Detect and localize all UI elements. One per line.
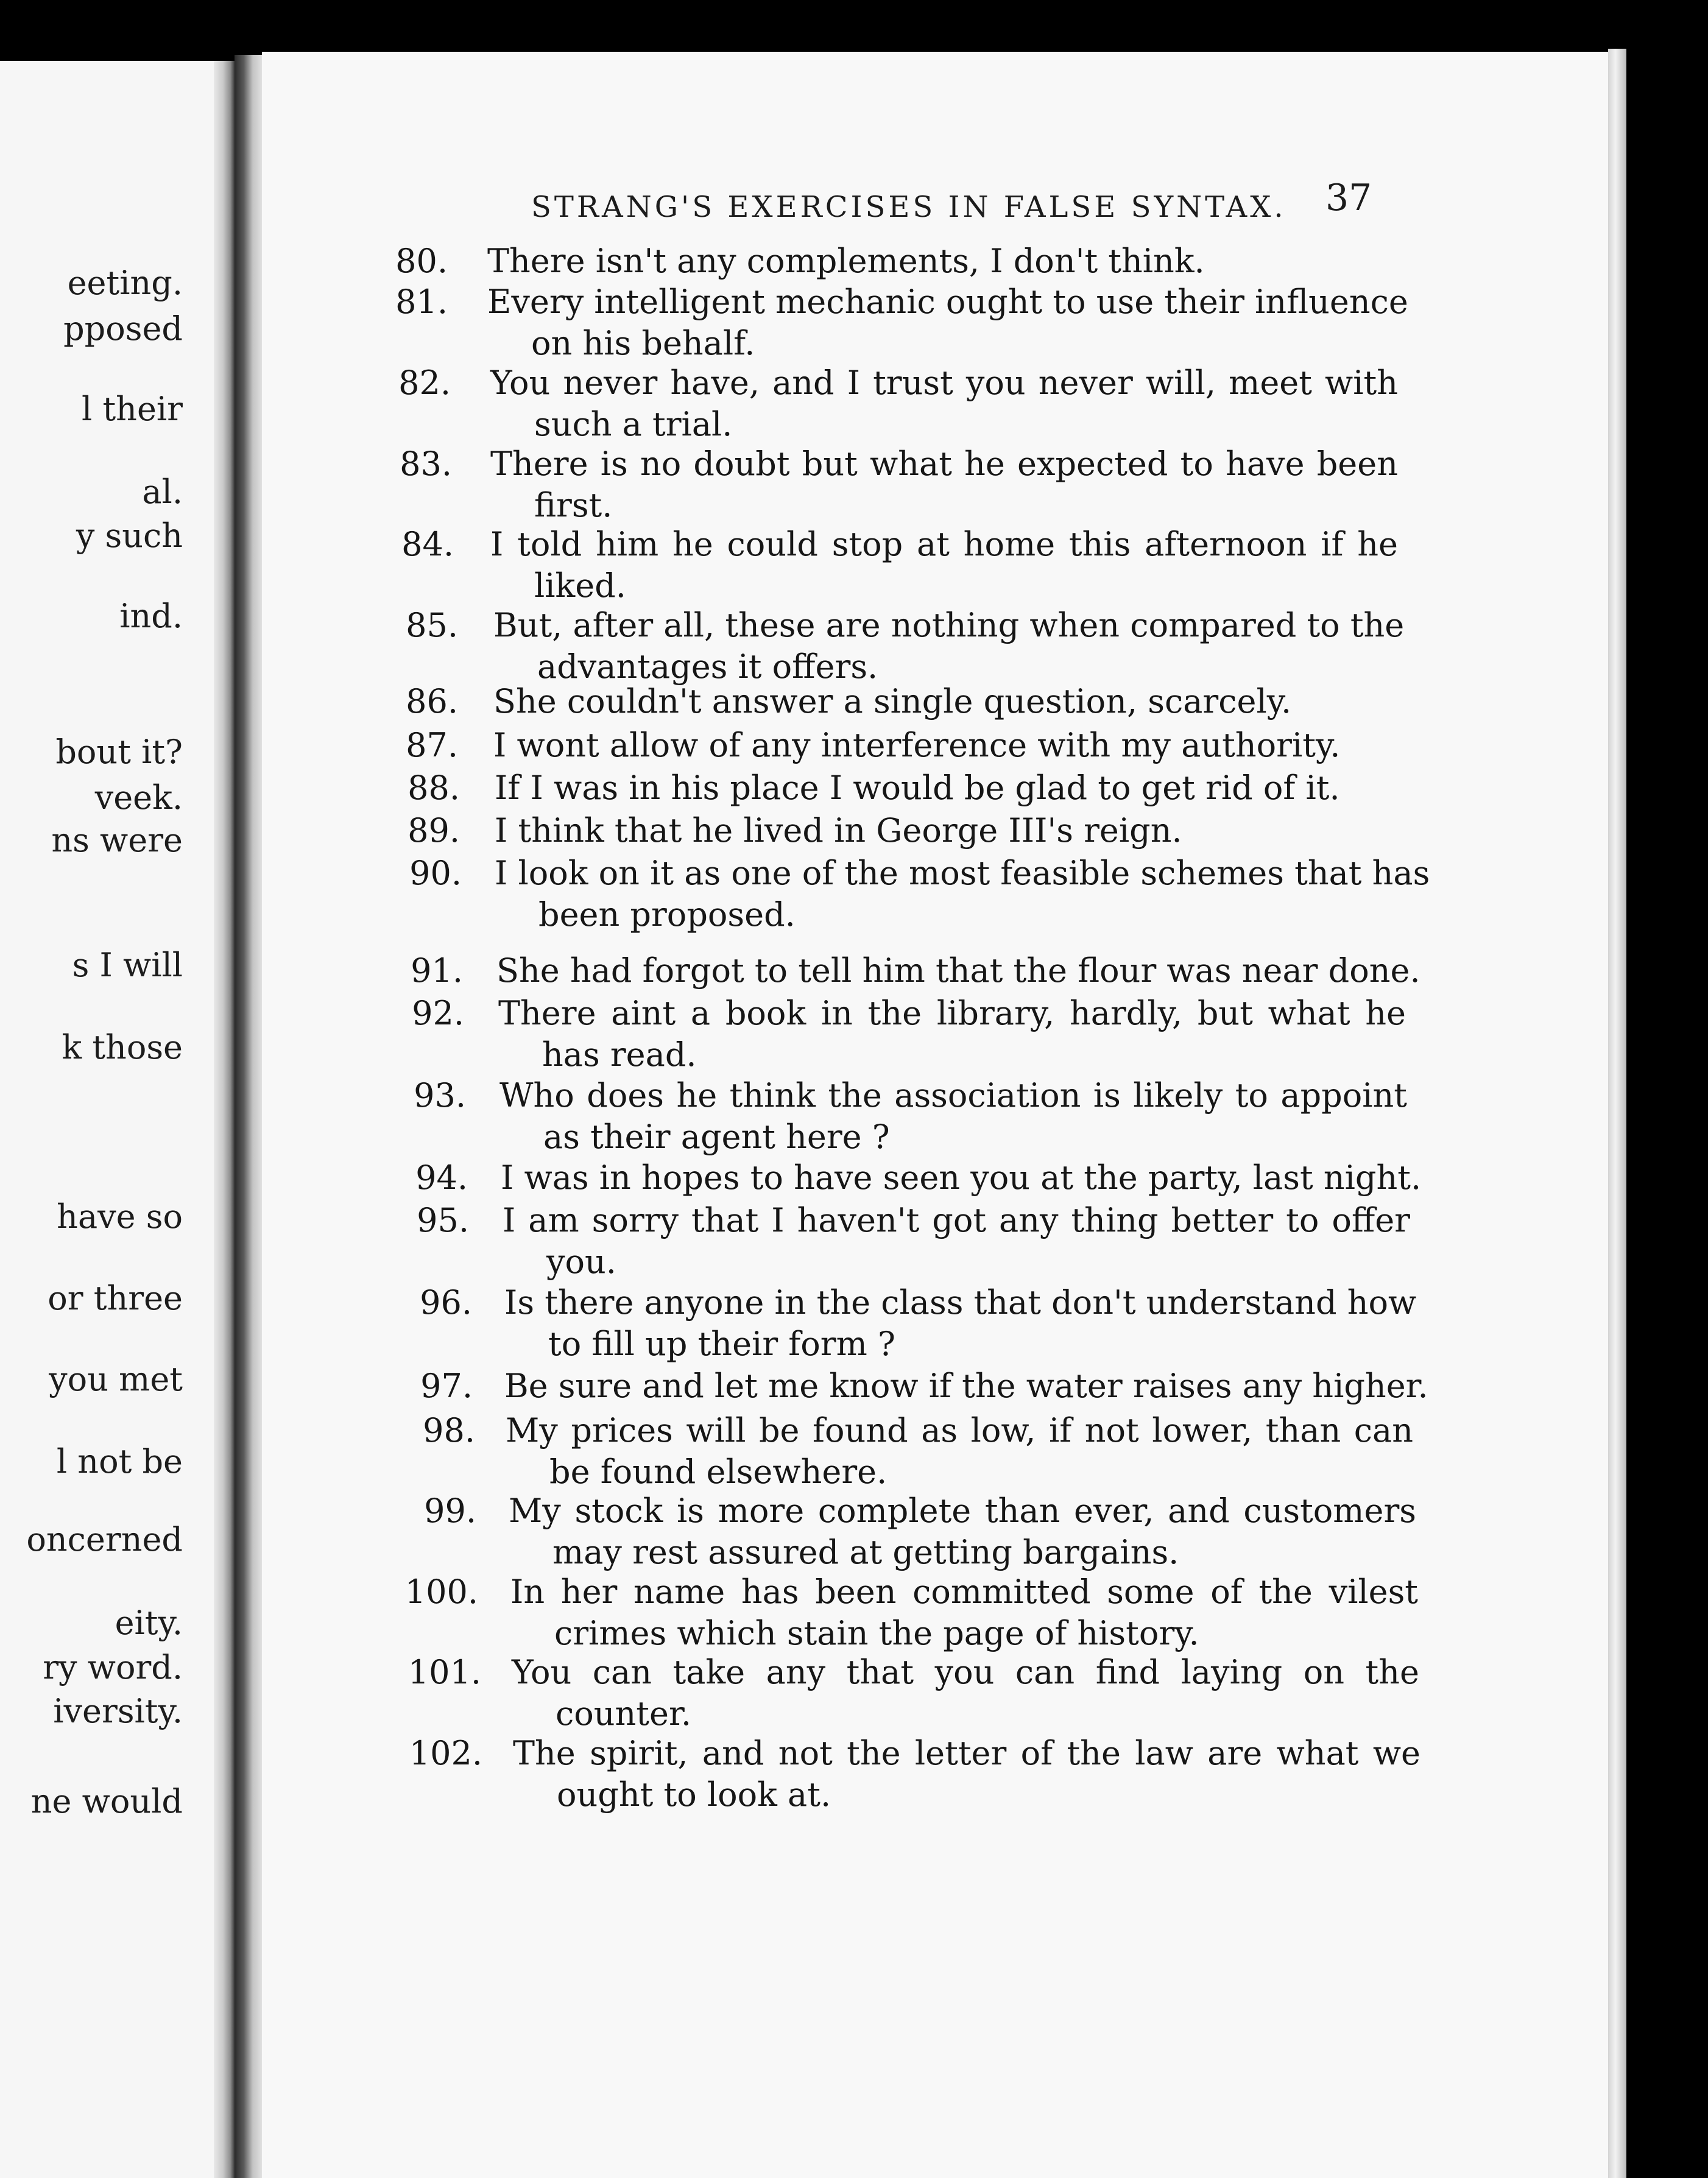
exercise-continuation-line: liked. bbox=[534, 566, 626, 605]
exercise-number: 95. bbox=[417, 1201, 469, 1239]
left-page-line: eity. bbox=[115, 1604, 183, 1642]
exercise-line: I told him he could stop at home this afternoon if he bbox=[490, 525, 1398, 563]
exercise-continuation-line: crimes which stain the page of history. bbox=[554, 1614, 1199, 1652]
exercise-continuation-line: advantages it offers. bbox=[537, 647, 878, 686]
exercise-number: 91. bbox=[411, 951, 463, 990]
exercise-number: 87. bbox=[406, 726, 458, 764]
exercise-number: 98. bbox=[423, 1411, 475, 1450]
exercise-continuation-line: such a trial. bbox=[534, 405, 733, 443]
left-page-line: oncerned bbox=[26, 1520, 183, 1559]
exercise-number: 83. bbox=[400, 445, 452, 483]
exercise-item bbox=[0, 1157, 1708, 1197]
exercise-line: You can take any that you can find laying on the bbox=[512, 1653, 1419, 1691]
left-page-line: bout it? bbox=[55, 733, 183, 771]
exercise-line: My stock is more complete than ever, and customers bbox=[509, 1492, 1416, 1530]
exercise-text bbox=[487, 281, 1408, 364]
left-page-line: have so bbox=[57, 1197, 183, 1236]
left-page-gutter-shadow bbox=[214, 61, 235, 2178]
exercise-line: I wont allow of any interference with my authority. bbox=[493, 726, 1341, 764]
exercise-item bbox=[0, 681, 1708, 721]
exercise-text bbox=[504, 1366, 1428, 1407]
left-page-line: iversity. bbox=[53, 1692, 183, 1730]
exercise-line: I am sorry that I haven't got any thing better to offer bbox=[503, 1201, 1410, 1239]
exercise-text bbox=[509, 1490, 1416, 1573]
left-page-line: ns were bbox=[51, 821, 183, 859]
exercise-text bbox=[493, 605, 1405, 688]
exercise-line: Who does he think the association is likely to appoint bbox=[499, 1076, 1407, 1115]
exercise-number: 96. bbox=[420, 1283, 472, 1322]
exercise-line: Be sure and let me know if the water raises any higher. bbox=[504, 1367, 1428, 1405]
exercise-number: 93. bbox=[414, 1076, 466, 1115]
exercise-line: I look on it as one of the most feasible schemes that has bbox=[495, 854, 1430, 892]
exercise-continuation-line: first. bbox=[534, 486, 613, 524]
exercise-continuation-line: as their agent here ? bbox=[543, 1118, 890, 1156]
left-page-line: eeting. bbox=[67, 264, 183, 302]
exercise-continuation-line: ought to look at. bbox=[557, 1775, 831, 1814]
exercise-item bbox=[0, 1075, 1708, 1156]
exercise-line: The spirit, and not the letter of the law are what we bbox=[513, 1734, 1420, 1772]
exercise-text bbox=[496, 950, 1420, 992]
exercise-text bbox=[495, 853, 1430, 936]
exercise-number: 97. bbox=[420, 1367, 473, 1405]
exercise-number: 101. bbox=[408, 1653, 481, 1691]
exercise-number: 82. bbox=[398, 364, 451, 402]
exercise-number: 89. bbox=[408, 811, 460, 850]
exercise-continuation-line: to fill up their form ? bbox=[548, 1325, 895, 1363]
exercise-continuation-line: you. bbox=[546, 1242, 616, 1281]
exercise-line: I think that he lived in George III's reign. bbox=[495, 811, 1182, 850]
left-page-line: you met bbox=[49, 1360, 183, 1398]
exercise-number: 84. bbox=[401, 525, 454, 563]
exercise-continuation-line: may rest assured at getting bargains. bbox=[552, 1533, 1179, 1571]
left-page-line: ry word. bbox=[43, 1648, 183, 1686]
exercise-line: I was in hopes to have seen you at the party, last night. bbox=[501, 1158, 1422, 1197]
exercise-text bbox=[503, 1200, 1410, 1283]
exercise-text bbox=[487, 241, 1395, 282]
exercise-text bbox=[499, 1075, 1407, 1158]
left-page-line: l not be bbox=[56, 1442, 183, 1481]
exercise-text bbox=[495, 810, 1402, 851]
exercise-text bbox=[501, 1157, 1422, 1199]
exercise-text bbox=[510, 1571, 1418, 1654]
book-spine bbox=[235, 55, 265, 2178]
exercise-text bbox=[498, 993, 1406, 1076]
exercise-number: 90. bbox=[409, 854, 462, 892]
exercise-number: 94. bbox=[415, 1158, 468, 1197]
left-page-line: veek. bbox=[94, 778, 183, 817]
exercise-text bbox=[493, 725, 1401, 766]
left-page-line: s I will bbox=[72, 946, 183, 984]
exercise-text bbox=[506, 1410, 1413, 1493]
exercise-continuation-line: be found elsewhere. bbox=[549, 1453, 888, 1491]
exercise-continuation-line: been proposed. bbox=[538, 895, 796, 934]
exercise-continuation-line: has read. bbox=[542, 1035, 697, 1074]
exercise-number: 86. bbox=[406, 682, 458, 721]
exercise-number: 102. bbox=[409, 1734, 482, 1772]
exercise-text bbox=[490, 443, 1398, 526]
left-page-line: or three bbox=[48, 1279, 183, 1317]
exercise-number: 85. bbox=[406, 606, 458, 644]
left-page-line: k those bbox=[62, 1028, 183, 1066]
page-edge bbox=[1608, 49, 1626, 2178]
exercise-line: In her name has been committed some of the vilest bbox=[510, 1573, 1418, 1611]
exercise-line: Every intelligent mechanic ought to use their influence bbox=[487, 283, 1408, 321]
exercise-number: 99. bbox=[424, 1492, 476, 1530]
exercise-continuation-line: on his behalf. bbox=[531, 324, 755, 362]
exercise-number: 88. bbox=[408, 769, 460, 807]
exercise-number: 92. bbox=[412, 994, 464, 1032]
left-page-line: al. bbox=[142, 473, 183, 511]
running-head: STRANG'S EXERCISES IN FALSE SYNTAX. bbox=[531, 190, 1286, 224]
exercise-line: Is there anyone in the class that don't understand how bbox=[504, 1283, 1417, 1322]
exercise-line: There is no doubt but what he expected to have been bbox=[490, 445, 1398, 483]
exercise-line: She couldn't answer a single question, scarcely. bbox=[493, 682, 1292, 721]
left-page bbox=[0, 61, 235, 2178]
exercise-text bbox=[493, 681, 1401, 722]
left-page-line: ne would bbox=[30, 1782, 183, 1820]
exercise-text bbox=[513, 1733, 1420, 1816]
exercise-line: She had forgot to tell him that the flour was near done. bbox=[496, 951, 1420, 990]
exercise-text bbox=[490, 524, 1398, 607]
left-page-line: pposed bbox=[63, 309, 183, 348]
exercise-text bbox=[512, 1652, 1419, 1735]
left-page-line: l their bbox=[82, 390, 183, 428]
exercise-text bbox=[495, 767, 1402, 809]
page-number: 37 bbox=[1325, 177, 1372, 219]
exercise-text bbox=[490, 362, 1398, 445]
left-page-line: y such bbox=[76, 516, 183, 555]
exercise-line: There isn't any complements, I don't think. bbox=[487, 242, 1205, 280]
exercise-number: 100. bbox=[404, 1573, 478, 1611]
exercise-line: There aint a book in the library, hardly, but what he bbox=[498, 994, 1406, 1032]
exercise-line: You never have, and I trust you never will, meet with bbox=[490, 364, 1398, 402]
exercise-number: 81. bbox=[395, 283, 448, 321]
left-page-line: ind. bbox=[119, 597, 183, 635]
exercise-number: 80. bbox=[395, 242, 448, 280]
exercise-line: If I was in his place I would be glad to get rid of it. bbox=[495, 769, 1340, 807]
exercise-line: But, after all, these are nothing when compared to the bbox=[493, 606, 1405, 644]
exercise-line: My prices will be found as low, if not lower, than can bbox=[506, 1411, 1413, 1450]
exercise-continuation-line: counter. bbox=[556, 1694, 692, 1733]
exercise-text bbox=[504, 1282, 1417, 1365]
